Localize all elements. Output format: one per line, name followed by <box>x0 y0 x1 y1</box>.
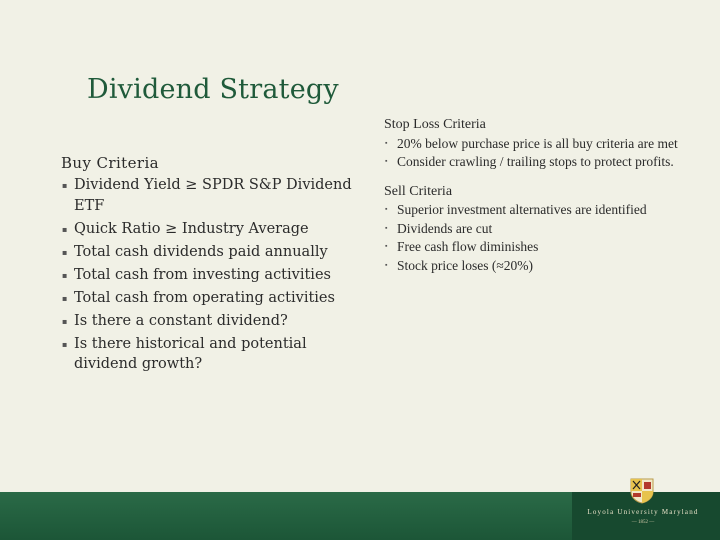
bullet-icon: ▪ <box>62 181 68 190</box>
bullet-icon: ▪ <box>62 339 68 349</box>
list-item: ▪ Is there historical and potential dividend growth? <box>62 335 307 372</box>
list-item: ▪ Quick Ratio ≥ Industry Average <box>61 219 361 240</box>
stop-loss-list <box>384 135 704 172</box>
university-name: Loyola University Maryland <box>587 508 699 516</box>
list-item: ▪ Total cash dividends paid annually <box>61 242 361 263</box>
list-item: ▪ Total cash from operating activities <box>61 288 361 309</box>
bullet-icon: ▪ <box>385 223 388 232</box>
slide-title: Dividend Strategy <box>87 74 339 105</box>
bullet-icon: ▪ <box>62 247 68 257</box>
established-year: — 1852 — <box>631 520 655 525</box>
sell-criteria-heading: Sell Criteria <box>384 183 453 199</box>
bullet-icon: ▪ <box>385 205 388 213</box>
list-item: ▪ Dividends are cut <box>385 220 493 236</box>
list-item: ▪ Free cash flow diminishes <box>385 239 539 254</box>
bullet-icon: ▪ <box>385 242 388 250</box>
university-crest-icon <box>630 478 654 504</box>
buy-criteria-heading: Buy Criteria <box>61 154 159 172</box>
list-item: ▪ Consider crawling / trailing stops to protect profits. <box>385 154 674 169</box>
bullet-icon: ▪ <box>62 224 68 234</box>
bullet-icon: ▪ <box>62 270 68 280</box>
list-item: ▪ Dividend Yield ≥ SPDR S&P Dividend ETF <box>62 177 352 214</box>
buy-criteria-list <box>61 175 361 375</box>
stop-sell-section <box>384 116 704 275</box>
bullet-icon: ▪ <box>385 260 388 269</box>
list-item: ▪ Superior investment alternatives are identified <box>385 202 647 217</box>
sell-criteria-list <box>384 201 704 275</box>
stop-loss-heading: Stop Loss Criteria <box>384 117 486 132</box>
bullet-icon: ▪ <box>62 293 68 303</box>
bullet-icon: ▪ <box>385 157 388 165</box>
list-item: ▪ Is there a constant dividend? <box>61 311 361 332</box>
list-item: ▪ Stock price loses (≈20%) <box>385 257 534 273</box>
bullet-icon: ▪ <box>385 138 388 147</box>
buy-criteria-section <box>61 152 361 377</box>
list-item: ▪ Total cash from investing activities <box>61 265 361 286</box>
bullet-icon: ▪ <box>62 316 68 326</box>
list-item: ▪ 20% below purchase price is all buy criteria are met <box>385 135 678 151</box>
